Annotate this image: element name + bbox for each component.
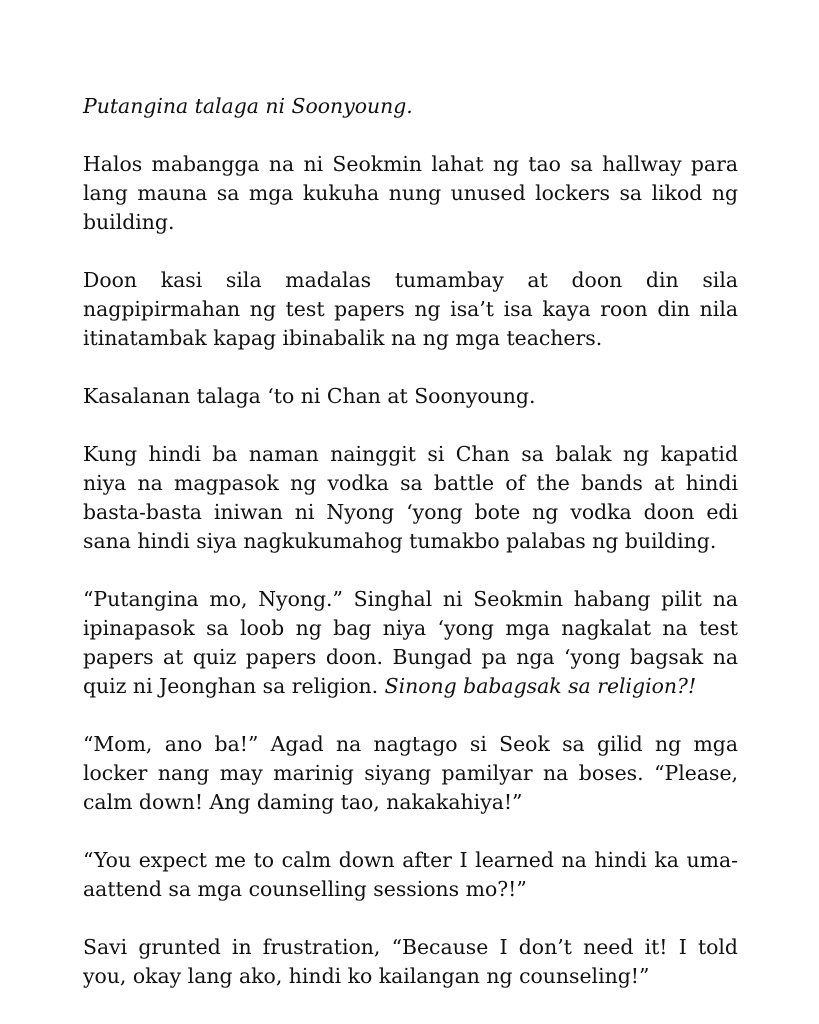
paragraph-8-text: “You expect me to calm down after I learned na hindi ka uma-aattend sa mga counselling sessions mo?!”: [83, 848, 738, 901]
paragraph-7-text: “Mom, ano ba!” Agad na nagtago si Seok sa gilid ng mga locker nang may marinig siyang pamilyar na boses. “Please, calm down! Ang daming tao, nakakahiya!”: [83, 732, 738, 814]
paragraph-9-text: Savi grunted in frustration, “Because I don’t need it! I told you, okay lang ako, hindi ko kailangan ng counseling!”: [83, 935, 738, 988]
paragraph-9: [83, 933, 738, 991]
paragraph-2-text: Halos mabangga na ni Seokmin lahat ng tao sa hallway para lang mauna sa mga kukuha nung unused lockers sa likod ng building.: [83, 152, 738, 234]
paragraph-5: [83, 440, 738, 556]
paragraph-3: [83, 266, 738, 353]
paragraph-8: [83, 846, 738, 904]
paragraph-3-text: Doon kasi sila madalas tumambay at doon din sila nagpipirmahan ng test papers ng isa’t isa kaya roon din nila itinatambak kapag ibinabalik na ng mga teachers.: [83, 268, 738, 350]
paragraph-2: [83, 150, 738, 237]
paragraph-1-italic-text: Putangina talaga ni Soonyoung.: [83, 94, 413, 118]
paragraph-7: [83, 730, 738, 817]
paragraph-4: [83, 382, 738, 411]
paragraph-1: [83, 92, 738, 121]
paragraph-4-text: Kasalanan talaga ‘to ni Chan at Soonyoung.: [83, 384, 536, 408]
paragraph-6-italic-text: Sinong babagsak sa religion?!: [384, 674, 697, 698]
paragraph-6-text: “Putangina mo, Nyong.” Singhal ni Seokmin habang pilit na ipinapasok sa loob ng bag niya ‘yong mga nagkalat na test papers at quiz papers doon. Bungad pa nga ‘yong bagsak na quiz ni Jeonghan sa religion.: [83, 587, 738, 698]
paragraph-5-text: Kung hindi ba naman nainggit si Chan sa balak ng kapatid niya na magpasok ng vodka sa battle of the bands at hindi basta-basta iniwan ni Nyong ‘yong bote ng vodka doon edi sana hindi siya nagkukumahog tumakbo palabas ng building.: [83, 442, 738, 553]
document-body: [83, 92, 738, 1020]
paragraph-6: [83, 585, 738, 701]
